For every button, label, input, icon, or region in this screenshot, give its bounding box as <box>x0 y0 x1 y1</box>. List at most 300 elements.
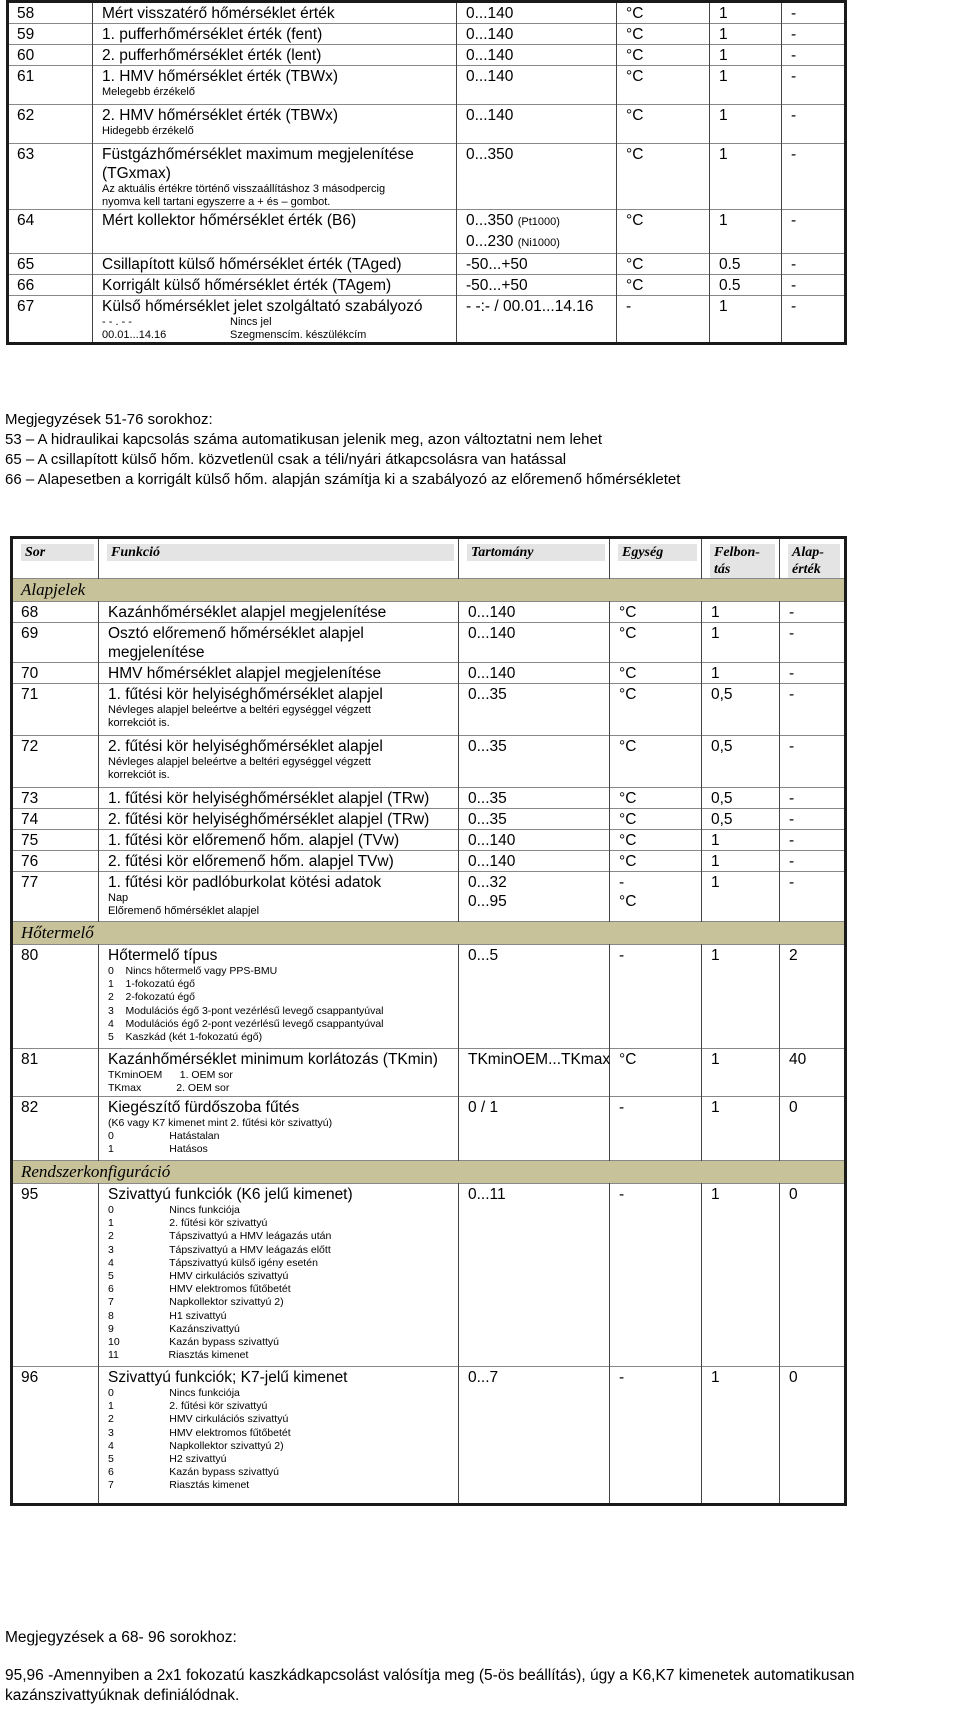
row-default <box>780 945 846 1049</box>
function-subtext: korrekciót is. <box>108 717 170 729</box>
resolution-text: 1 <box>711 832 720 849</box>
resolution-text: 0,5 <box>711 790 733 807</box>
row-number <box>8 24 93 45</box>
row-default <box>780 602 846 623</box>
resolution-text: 1 <box>719 298 728 315</box>
row-function <box>99 1049 459 1097</box>
default-text: 0 <box>789 1186 798 1203</box>
default-text: - <box>789 874 795 891</box>
function-options: 0 Nincs funkciója 1 2. fűtési kör szivattyú 2 HMV cirkulációs szivattyú 3 HMV elektromos fűtőbetét 4 Napkollektor szivattyú 2) 5 H2 szivattyú 6 Kazán bypass szivattyú 7 Riasztás kimenet <box>108 1387 291 1492</box>
resolution-text: 0.5 <box>719 256 741 273</box>
table-row <box>12 872 846 922</box>
range-text: 0...140 <box>466 5 514 22</box>
row-function <box>99 830 459 851</box>
unit-text: °C <box>626 5 644 22</box>
row-number-text: 74 <box>21 811 39 828</box>
row-resolution <box>710 45 782 66</box>
function-text: Korrigált külső hőmérséklet érték (TAgem) <box>102 277 392 294</box>
default-text: - <box>791 146 797 163</box>
row-resolution <box>702 1097 780 1161</box>
range-text: 0...32 <box>468 874 507 891</box>
section-title: Alapjelek <box>12 579 846 602</box>
row-resolution <box>702 602 780 623</box>
row-unit <box>610 788 702 809</box>
row-number-text: 65 <box>17 256 35 273</box>
row-number-text: 80 <box>21 947 39 964</box>
function-subtext: Az aktuális értékre történő visszaállításhoz 3 másodpercig <box>102 183 386 195</box>
unit-text: - <box>619 1186 625 1203</box>
row-function <box>99 684 459 736</box>
row-default <box>780 1184 846 1367</box>
table-row <box>12 684 846 736</box>
row-number-text: 72 <box>21 738 39 755</box>
row-number-text: 59 <box>17 26 35 43</box>
range-text: 0...350 <box>466 212 514 229</box>
row-number <box>12 602 99 623</box>
table-row <box>12 1184 846 1367</box>
row-number-text: 81 <box>21 1051 39 1068</box>
row-number <box>12 1184 99 1367</box>
row-number <box>12 1049 99 1097</box>
default-text: - <box>791 47 797 64</box>
row-resolution <box>710 105 782 144</box>
row-function <box>99 663 459 684</box>
row-range <box>459 736 610 788</box>
function-text: 1. fűtési kör helyiséghőmérséklet alapjel (TRw) <box>108 790 430 807</box>
range-text: 0...140 <box>466 26 514 43</box>
function-text: 1. fűtési kör padlóburkolat kötési adatok <box>108 874 382 891</box>
row-number-text: 58 <box>17 5 35 22</box>
row-number-text: 95 <box>21 1186 39 1203</box>
row-number <box>8 275 93 296</box>
default-text: - <box>791 212 797 229</box>
range-note: (Pt1000) <box>517 216 560 228</box>
table-row <box>12 1367 846 1505</box>
row-number-text: 66 <box>17 277 35 294</box>
default-text: 0 <box>789 1099 798 1116</box>
row-number <box>8 144 93 210</box>
function-options: (K6 vagy K7 kimenet mint 2. fűtési kör szivattyú) 0 Hatástalan 1 Hatásos <box>108 1117 333 1156</box>
row-range <box>459 830 610 851</box>
row-function <box>99 736 459 788</box>
function-text: Mért kollektor hőmérséklet érték (B6) <box>102 212 357 229</box>
row-function <box>99 1367 459 1505</box>
row-number <box>12 945 99 1049</box>
row-resolution <box>702 736 780 788</box>
row-function <box>99 1097 459 1161</box>
resolution-text: 0,5 <box>711 738 733 755</box>
row-unit <box>610 851 702 872</box>
row-function <box>99 623 459 663</box>
row-default <box>780 1049 846 1097</box>
row-function <box>99 1184 459 1367</box>
resolution-text: 1 <box>711 853 720 870</box>
function-text-cont: megjelenítése <box>108 644 205 661</box>
function-options: 0 Nincs hőtermelő vagy PPS-BMU 1 1-fokozatú égő 2 2-fokozatú égő 3 Modulációs égő 3-pont vezérlésű levegő csappantyúval 4 Modulációs égő 2-pont vezérlésű levegő csappantyúval 5 Kaszkád (két 1-fokozatú égő) <box>108 965 384 1044</box>
table-row <box>8 105 846 144</box>
table-row <box>12 830 846 851</box>
section-rendszerkonfiguracio <box>12 1161 846 1184</box>
row-number-text: 75 <box>21 832 39 849</box>
notes-51-76 <box>5 410 680 490</box>
row-function <box>99 809 459 830</box>
unit-text: °C <box>626 256 644 273</box>
resolution-text: 1 <box>711 665 720 682</box>
row-resolution <box>702 623 780 663</box>
notes-heading: Megjegyzések a 68- 96 sorokhoz: <box>5 1629 237 1646</box>
unit-text: °C <box>619 811 637 828</box>
row-range <box>457 210 617 254</box>
row-function <box>99 602 459 623</box>
table-row <box>8 296 846 344</box>
row-unit <box>610 602 702 623</box>
function-subtext: Hidegebb érzékelő <box>102 125 194 137</box>
row-function <box>99 872 459 922</box>
function-text: 1. pufferhőmérséklet érték (fent) <box>102 26 323 43</box>
row-unit <box>610 872 702 922</box>
row-number-text: 82 <box>21 1099 39 1116</box>
unit-text: - <box>619 874 625 891</box>
row-range <box>457 105 617 144</box>
row-resolution <box>702 1184 780 1367</box>
row-resolution <box>702 684 780 736</box>
row-unit <box>610 684 702 736</box>
function-text: Kazánhőmérséklet alapjel megjelenítése <box>108 604 387 621</box>
row-number <box>12 736 99 788</box>
row-unit <box>610 830 702 851</box>
unit-text: °C <box>619 625 637 642</box>
row-number-text: 64 <box>17 212 35 229</box>
row-number-text: 76 <box>21 853 39 870</box>
unit-text: - <box>619 1099 625 1116</box>
note-line: 95,96 -Amennyiben a 2x1 fokozatú kaszkádkapcsolást valósítja meg (5-ös beállítás), úgy a K6,K7 kimenetek automatikusan <box>5 1667 855 1684</box>
function-text: 2. pufferhőmérséklet érték (lent) <box>102 47 322 64</box>
resolution-text: 0.5 <box>719 277 741 294</box>
range-text: 0...35 <box>468 738 507 755</box>
range-text: TKminOEM...TKmax <box>468 1051 611 1068</box>
function-options: 0 Nincs funkciója 1 2. fűtési kör szivattyú 2 Tápszivattyú a HMV leágazás után 3 Tápszivattyú a HMV leágazás előtt 4 Tápszivattyú külső igény esetén 5 HMV cirkulációs szivattyú 6 HMV elektromos fűtőbetét 7 Napkollektor szivattyú 2) 8 H1 szivattyú 9 Kazánszivattyú 10 Kazán bypass szivattyú 11 Riasztás kimenet <box>108 1204 332 1362</box>
range-text: 0...11 <box>468 1186 506 1203</box>
table-row <box>12 809 846 830</box>
unit-text: °C <box>619 893 637 910</box>
row-resolution <box>710 2 782 24</box>
row-default <box>780 872 846 922</box>
function-subtext: Melegebb érzékelő <box>102 86 195 98</box>
range-text: 0...5 <box>468 947 499 964</box>
default-text: - <box>791 277 797 294</box>
resolution-text: 1 <box>711 625 720 642</box>
row-number-text: 73 <box>21 790 39 807</box>
row-range <box>457 296 617 344</box>
function-subtext: Névleges alapjel beleértve a beltéri egységgel végzett <box>108 756 371 768</box>
resolution-text: 0,5 <box>711 811 733 828</box>
function-text: Szivattyú funkciók (K6 jelű kimenet) <box>108 1186 353 1203</box>
range-text: 0 / 1 <box>468 1099 499 1116</box>
row-number-text: 62 <box>17 107 35 124</box>
row-resolution <box>710 296 782 344</box>
row-function <box>93 66 457 105</box>
unit-text: - <box>626 298 632 315</box>
table-row <box>8 2 846 24</box>
unit-text: °C <box>619 665 637 682</box>
row-range <box>459 684 610 736</box>
row-default <box>780 684 846 736</box>
function-subtext: korrekciót is. <box>108 769 170 781</box>
notes-heading: Megjegyzések 51-76 sorokhoz: <box>5 411 213 428</box>
unit-text: °C <box>619 832 637 849</box>
resolution-text: 1 <box>719 5 728 22</box>
row-default <box>782 254 846 275</box>
row-number <box>12 851 99 872</box>
unit-text: °C <box>619 686 637 703</box>
default-text: - <box>791 68 797 85</box>
row-resolution <box>702 830 780 851</box>
table-row <box>12 851 846 872</box>
table-row <box>12 663 846 684</box>
range-text: 0...7 <box>468 1369 499 1386</box>
row-number <box>12 830 99 851</box>
resolution-text: 1 <box>711 604 720 621</box>
row-number <box>8 45 93 66</box>
default-text: - <box>791 107 797 124</box>
section-hotermelo <box>12 922 846 945</box>
row-range <box>459 945 610 1049</box>
row-number <box>12 1367 99 1505</box>
function-options: TKminOEM 1. OEM sor TKmax 2. OEM sor <box>108 1069 233 1095</box>
default-text: - <box>789 665 795 682</box>
row-function <box>93 105 457 144</box>
default-text: - <box>789 811 795 828</box>
function-text-cont: (TGxmax) <box>102 165 171 182</box>
row-default <box>780 809 846 830</box>
function-subtext: nyomva kell tartani egyszerre a + és – gombot. <box>102 196 331 208</box>
row-function <box>93 210 457 254</box>
unit-text: °C <box>619 738 637 755</box>
table-row <box>8 144 846 210</box>
default-text: 2 <box>789 947 798 964</box>
unit-text: °C <box>626 146 644 163</box>
row-unit <box>617 66 710 105</box>
row-range <box>457 144 617 210</box>
function-text: Hőtermelő típus <box>108 947 218 964</box>
range-text: 0...140 <box>468 665 516 682</box>
range-text: 0...140 <box>468 625 516 642</box>
default-text: - <box>789 625 795 642</box>
row-range <box>459 788 610 809</box>
row-range <box>457 275 617 296</box>
row-range <box>459 851 610 872</box>
function-subtext: 00.01...14.16 <box>102 329 167 341</box>
row-range <box>459 663 610 684</box>
row-function <box>93 144 457 210</box>
unit-text: °C <box>626 212 644 229</box>
header-funkcio: Funkció <box>99 538 459 579</box>
range-text: 0...230 <box>466 233 514 250</box>
row-default <box>782 66 846 105</box>
default-text: - <box>789 790 795 807</box>
row-function <box>99 788 459 809</box>
row-unit <box>617 254 710 275</box>
row-default <box>780 788 846 809</box>
range-text: 0...140 <box>466 47 514 64</box>
row-number <box>12 788 99 809</box>
table-row <box>12 788 846 809</box>
row-unit <box>610 1097 702 1161</box>
row-number-text: 63 <box>17 146 35 163</box>
resolution-text: 1 <box>719 26 728 43</box>
row-unit <box>610 663 702 684</box>
row-default <box>782 2 846 24</box>
row-default <box>780 1367 846 1505</box>
function-text: 1. fűtési kör előremenő hőm. alapjel (TVw) <box>108 832 400 849</box>
row-number-text: 70 <box>21 665 39 682</box>
row-number <box>8 2 93 24</box>
section-title: Rendszerkonfiguráció <box>12 1161 846 1184</box>
header-alapertek: Alap- érték <box>780 538 846 579</box>
table-row <box>12 623 846 663</box>
function-text: Kiegészítő fürdőszoba fűtés <box>108 1099 300 1116</box>
row-number-text: 68 <box>21 604 39 621</box>
unit-text: - <box>619 947 625 964</box>
unit-text: °C <box>626 68 644 85</box>
row-default <box>782 45 846 66</box>
row-number <box>8 66 93 105</box>
row-number-text: 67 <box>17 298 35 315</box>
function-subtext: Szegmenscím. készülékcím <box>230 329 367 341</box>
function-text: 1. HMV hőmérséklet érték (TBWx) <box>102 68 338 85</box>
table-row <box>12 1049 846 1097</box>
row-unit <box>617 24 710 45</box>
row-number-text: 60 <box>17 47 35 64</box>
default-text: - <box>791 298 797 315</box>
row-number-text: 61 <box>17 68 35 85</box>
range-text: -50...+50 <box>466 277 528 294</box>
unit-text: °C <box>619 790 637 807</box>
row-range <box>457 2 617 24</box>
row-resolution <box>702 788 780 809</box>
row-number <box>12 1097 99 1161</box>
resolution-text: 1 <box>711 1099 720 1116</box>
row-default <box>782 144 846 210</box>
row-resolution <box>702 1367 780 1505</box>
row-range <box>457 45 617 66</box>
row-range <box>459 1367 610 1505</box>
row-resolution <box>702 851 780 872</box>
default-text: - <box>791 256 797 273</box>
row-default <box>782 210 846 254</box>
row-function <box>93 24 457 45</box>
row-resolution <box>710 66 782 105</box>
row-range <box>459 809 610 830</box>
function-subtext: Névleges alapjel beleértve a beltéri egységgel végzett <box>108 704 371 716</box>
default-text: 0 <box>789 1369 798 1386</box>
row-default <box>780 1097 846 1161</box>
row-resolution <box>702 663 780 684</box>
row-range <box>459 1097 610 1161</box>
section-alapjelek <box>12 579 846 602</box>
table-row <box>12 736 846 788</box>
header-sor: Sor <box>12 538 99 579</box>
table-row <box>8 24 846 45</box>
row-default <box>782 24 846 45</box>
row-number <box>12 872 99 922</box>
row-range <box>459 1184 610 1367</box>
row-unit <box>617 144 710 210</box>
function-text: Mért visszatérő hőmérséklet érték <box>102 5 335 22</box>
range-text: 0...95 <box>468 893 507 910</box>
row-range <box>459 602 610 623</box>
range-text: 0...35 <box>468 811 507 828</box>
range-text: - -:- / 00.01...14.16 <box>466 298 594 315</box>
row-default <box>782 296 846 344</box>
default-text: - <box>789 738 795 755</box>
row-resolution <box>710 24 782 45</box>
header-egyseg: Egység <box>610 538 702 579</box>
unit-text: °C <box>619 1051 637 1068</box>
row-unit <box>610 1367 702 1505</box>
parameter-table-top <box>6 0 847 345</box>
note-line: kazánszivattyúknak definiálódnak. <box>5 1687 240 1704</box>
row-number-text: 69 <box>21 625 39 642</box>
function-subtext: Előremenő hőmérséklet alapjel <box>108 905 260 917</box>
row-number-text: 71 <box>21 686 39 703</box>
row-default <box>780 830 846 851</box>
table-row <box>12 945 846 1049</box>
unit-text: - <box>619 1369 625 1386</box>
range-text: 0...140 <box>468 832 516 849</box>
table-row <box>12 602 846 623</box>
row-range <box>459 623 610 663</box>
unit-text: °C <box>626 47 644 64</box>
row-unit <box>610 809 702 830</box>
row-resolution <box>710 210 782 254</box>
row-range <box>459 872 610 922</box>
range-text: 0...140 <box>466 107 514 124</box>
function-subtext: Nincs jel <box>230 316 272 328</box>
table-row <box>8 254 846 275</box>
range-text: -50...+50 <box>466 256 528 273</box>
row-resolution <box>702 809 780 830</box>
row-resolution <box>710 275 782 296</box>
function-text: 1. fűtési kör helyiséghőmérséklet alapjel <box>108 686 383 703</box>
row-number <box>8 105 93 144</box>
row-function <box>93 45 457 66</box>
range-text: 0...350 <box>466 146 514 163</box>
row-range <box>459 1049 610 1097</box>
row-unit <box>610 1049 702 1097</box>
row-resolution <box>710 254 782 275</box>
range-text: 0...140 <box>466 68 514 85</box>
default-text: - <box>789 832 795 849</box>
row-default <box>780 623 846 663</box>
default-text: - <box>791 5 797 22</box>
table-header-row <box>12 538 846 579</box>
range-text: 0...140 <box>468 604 516 621</box>
resolution-text: 1 <box>719 212 728 229</box>
row-unit <box>617 210 710 254</box>
row-number <box>8 210 93 254</box>
row-default <box>780 851 846 872</box>
note-line: 53 – A hidraulikai kapcsolás száma automatikusan jelenik meg, azon változtatni nem lehet <box>5 431 603 448</box>
row-unit <box>617 45 710 66</box>
function-text: Füstgázhőmérséklet maximum megjelenítése <box>102 146 414 163</box>
row-number <box>8 296 93 344</box>
unit-text: °C <box>619 604 637 621</box>
row-number <box>12 684 99 736</box>
default-text: - <box>791 26 797 43</box>
resolution-text: 0,5 <box>711 686 733 703</box>
function-text: 2. fűtési kör helyiséghőmérséklet alapjel <box>108 738 383 755</box>
